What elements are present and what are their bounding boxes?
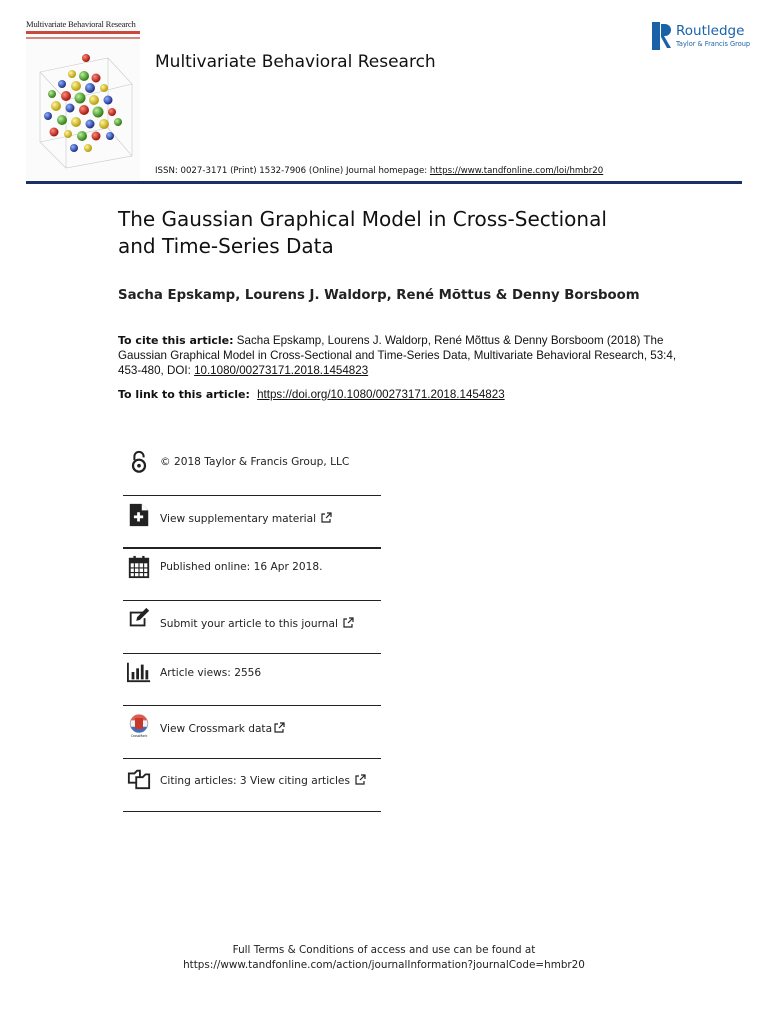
terms-url[interactable]: https://www.tandfonline.com/action/journalInformation?journalCode=hmbr20 [183, 959, 585, 971]
cover-journal-name: Multivariate Behavioral Research [26, 19, 136, 29]
journal-cover-image [26, 18, 140, 180]
article-doi-url[interactable]: https://doi.org/10.1080/00273171.2018.1454823 [257, 388, 505, 401]
cover-red-stripe [26, 31, 140, 34]
edit-pencil-icon [127, 607, 151, 631]
svg-text:CrossMark: CrossMark [130, 734, 148, 738]
article-authors: Sacha Epskamp, Lourens J. Waldorp, René Mõttus & Denny Borsboom [118, 288, 640, 303]
cover-sphere-illustration [26, 44, 140, 174]
divider [123, 653, 381, 654]
divider [123, 547, 381, 549]
citation-block [118, 333, 678, 378]
open-access-icon [127, 450, 151, 474]
crossmark-label: View Crossmark data [160, 723, 273, 735]
divider [123, 758, 381, 759]
cover-subtitle-stripe [26, 37, 140, 39]
issn-line [155, 166, 603, 176]
supplementary-label: View supplementary material [160, 513, 317, 525]
submit-label: Submit your article to this journal [160, 618, 338, 630]
citing-label: Citing articles: 3 View citing articles [160, 775, 350, 787]
divider [123, 705, 381, 706]
license-text: © 2018 Taylor & Francis Group, LLC [160, 456, 350, 468]
external-link-icon [343, 617, 354, 628]
external-link-icon [274, 722, 285, 733]
published-text: Published online: 16 Apr 2018. [160, 561, 323, 573]
divider [123, 600, 381, 601]
crossmark-icon [127, 714, 151, 738]
external-link-icon [355, 774, 366, 785]
article-link-line [118, 388, 678, 401]
issn-text: ISSN: 0027-3171 (Print) 1532-7906 (Online) Journal homepage: [155, 166, 428, 176]
publisher-subtitle: Taylor & Francis Group [676, 40, 751, 48]
citing-articles-link[interactable] [160, 774, 366, 787]
citing-articles-icon [127, 767, 151, 791]
divider [123, 811, 381, 812]
terms-footer [0, 943, 768, 973]
doi-link[interactable]: 10.1080/00273171.2018.1454823 [194, 364, 369, 377]
cite-label: To cite this article: [118, 334, 234, 347]
crossmark-link[interactable] [160, 722, 285, 735]
document-plus-icon [127, 503, 151, 527]
publisher-name: Routledge [676, 23, 745, 39]
journal-title: Multivariate Behavioral Research [155, 52, 436, 72]
bar-chart-icon [127, 660, 151, 684]
divider [123, 495, 381, 496]
article-title-line2: and Time-Series Data [118, 234, 334, 258]
header-divider [26, 181, 742, 184]
calendar-icon [127, 555, 151, 579]
supplementary-link[interactable] [160, 512, 332, 525]
routledge-logo-icon [652, 22, 672, 50]
link-label: To link to this article: [118, 388, 250, 401]
submit-article-link[interactable] [160, 617, 354, 630]
publisher-logo [652, 22, 752, 52]
article-title [118, 206, 678, 260]
views-text: Article views: 2556 [160, 667, 262, 679]
journal-homepage-link[interactable]: https://www.tandfonline.com/loi/hmbr20 [429, 166, 604, 176]
article-title-line1: The Gaussian Graphical Model in Cross-Sectional [118, 207, 607, 231]
cite-text: Sacha Epskamp, Lourens J. Waldorp, René Mõttus & Denny Borsboom (2018) The Gaussian Graphical Model in Cross-Sectional and Time-Series Data, Multivariate Behavioral Research, 53:4, 453-480, DOI: [118, 334, 677, 377]
terms-line: Full Terms & Conditions of access and use can be found at [232, 944, 536, 956]
external-link-icon [321, 512, 332, 523]
